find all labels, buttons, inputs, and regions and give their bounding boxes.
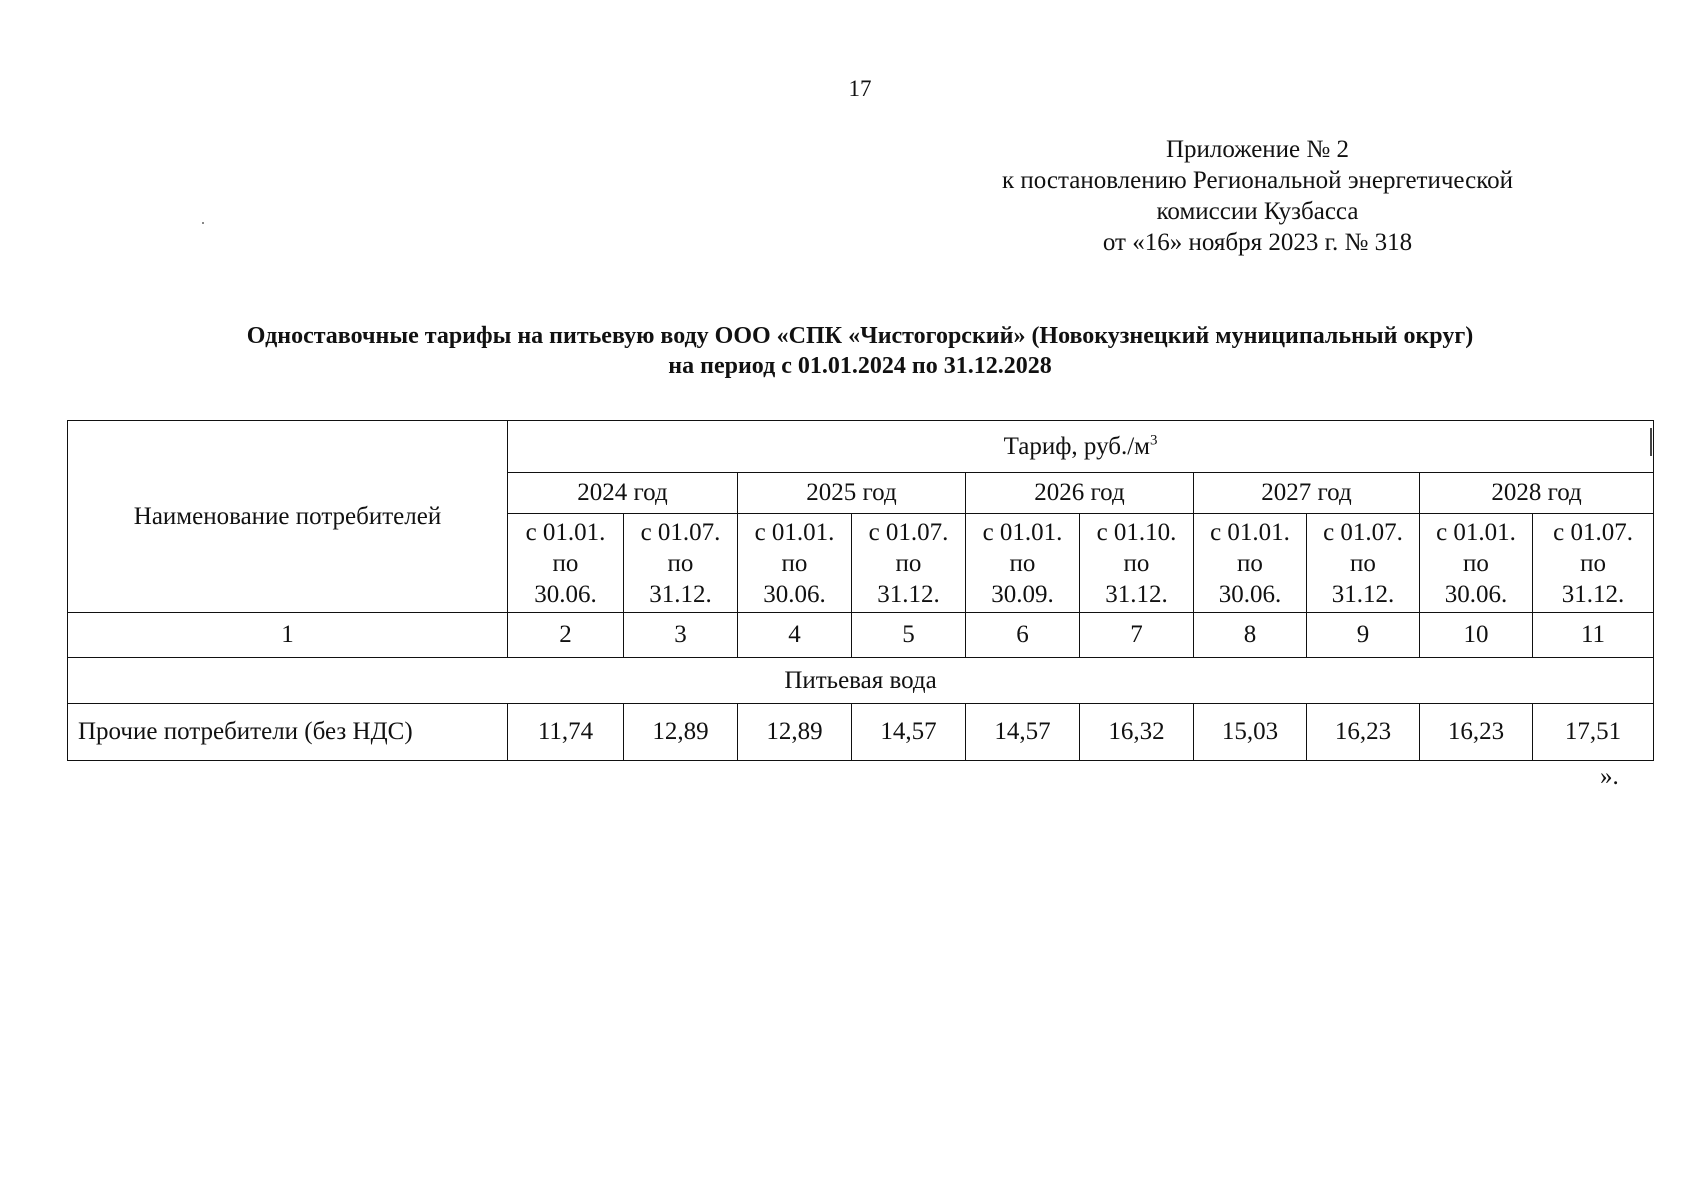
period-to: 31.12. [1331,580,1395,608]
column-number: 9 [1307,613,1420,658]
table-row [68,704,1654,761]
year-header: 2026 год [966,473,1194,514]
period-header [966,514,1080,613]
period-from: с 01.07. [1553,518,1633,546]
period-from: с 01.01. [1436,518,1516,546]
period-header [624,514,738,613]
period-from: с 01.01. [982,518,1063,546]
column-number: 7 [1080,613,1194,658]
period-header [1080,514,1194,613]
period-to: 30.06. [534,580,597,608]
period-from: с 01.01. [1210,518,1290,546]
tariff-value: 11,74 [508,704,624,761]
section-label: Питьевая вода [68,658,1654,704]
period-po: по [552,549,579,577]
year-header: 2024 год [508,473,738,514]
period-from: с 01.07. [868,518,949,546]
consumer-name: Прочие потребители (без НДС) [68,704,508,761]
column-number: 8 [1194,613,1307,658]
period-po: по [1463,549,1489,577]
scan-speck [202,222,204,224]
period-from: с 01.01. [525,518,606,546]
period-to: 30.06. [763,580,826,608]
column-number: 5 [852,613,966,658]
title-line-2: на период с 01.01.2024 по 31.12.2028 [668,353,1052,379]
period-from: с 01.10. [1096,518,1177,546]
period-header [852,514,966,613]
appendix-line-2: к постановлению Региональной энергетической [1002,167,1513,194]
period-po: по [781,549,808,577]
title-line-1: Одноставочные тарифы на питьевую воду ООО «СПК «Чистогорский» (Новокузнецкий муниципальный округ) [246,323,1474,349]
tariff-value: 16,32 [1080,704,1194,761]
tariff-header-text: Тариф, руб./м [1003,432,1150,460]
column-number-row [68,613,1654,658]
period-header [1194,514,1307,613]
period-from: с 01.07. [640,518,721,546]
year-header: 2027 год [1194,473,1420,514]
period-to: 30.06. [1444,580,1508,608]
section-row [68,658,1654,704]
period-header [1533,514,1654,613]
period-po: по [1350,549,1376,577]
appendix-line-1: Приложение № 2 [1165,136,1350,163]
tariff-header [508,421,1654,473]
year-header: 2025 год [738,473,966,514]
tariff-value: 16,23 [1420,704,1533,761]
period-header [1307,514,1420,613]
column-number: 4 [738,613,852,658]
period-po: по [1123,549,1150,577]
period-to: 31.12. [1561,580,1625,608]
period-po: по [1580,549,1606,577]
column-number: 6 [966,613,1080,658]
column-number: 3 [624,613,738,658]
appendix-line-4: от «16» ноября 2023 г. № 318 [1102,229,1413,256]
period-to: 30.09. [991,580,1054,608]
column-number: 11 [1533,613,1654,658]
period-to: 31.12. [649,580,712,608]
period-to: 30.06. [1218,580,1282,608]
year-header: 2028 год [1420,473,1654,514]
column-number: 1 [68,613,508,658]
closing-quote: ». [1600,763,1619,790]
period-to: 31.12. [1105,580,1168,608]
period-po: по [895,549,922,577]
tariff-table [67,420,1654,761]
tariff-value: 16,23 [1307,704,1420,761]
period-po: по [1009,549,1036,577]
consumer-name-header: Наименование потребителей [68,421,508,613]
period-from: с 01.07. [1323,518,1403,546]
tariff-value: 14,57 [966,704,1080,761]
period-header [738,514,852,613]
tariff-value: 17,51 [1533,704,1654,761]
page-number: 17 [848,76,872,101]
document-title [62,321,1658,381]
tariff-value: 14,57 [852,704,966,761]
period-header [1420,514,1533,613]
period-po: по [667,549,694,577]
column-number: 10 [1420,613,1533,658]
scan-edge-mark [1650,428,1652,456]
unit-power: 3 [1149,432,1158,449]
tariff-value: 12,89 [738,704,852,761]
tariff-value: 15,03 [1194,704,1307,761]
period-from: с 01.01. [754,518,835,546]
tariff-value: 12,89 [624,704,738,761]
period-po: по [1237,549,1263,577]
appendix-reference [1002,134,1513,258]
period-to: 31.12. [877,580,940,608]
appendix-line-3: комиссии Кузбасса [1156,198,1359,225]
period-header [508,514,624,613]
column-number: 2 [508,613,624,658]
